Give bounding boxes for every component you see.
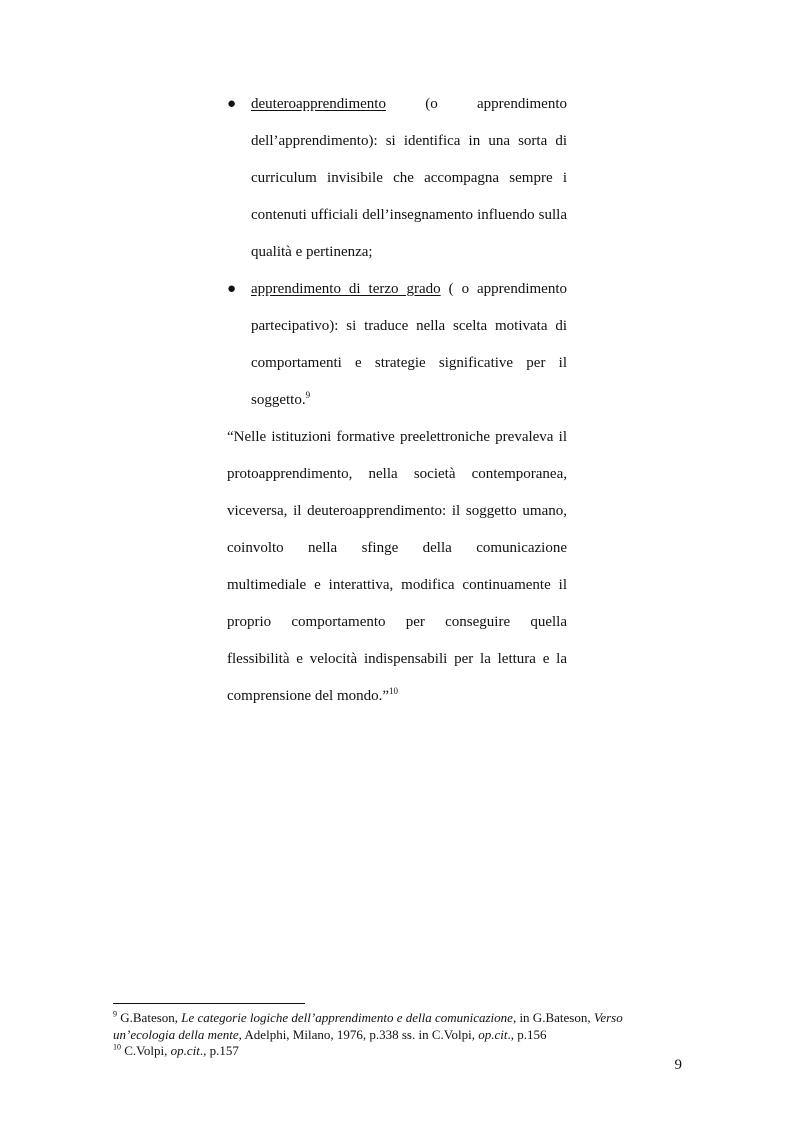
footnote-text: ., p.156	[507, 1026, 547, 1042]
footnote-9	[113, 1010, 653, 1043]
bullet-icon: ●	[227, 96, 237, 112]
quote-paragraph	[227, 419, 567, 715]
footnote-10	[113, 1043, 653, 1060]
bullet-text: (o apprendimento dell’apprendimento): si identifica in una sorta di curriculum invisibile che accompagna sempre i contenuti ufficiali dell’insegnamento influendo sulla qualità e pertinenza;	[251, 96, 567, 260]
footnote-separator	[113, 1003, 305, 1004]
footnote-title: Le categorie logiche dell’apprendimento e della comunicazione	[181, 1010, 513, 1025]
footnote-text: , Adelphi, Milano, 1976, p.338 ss. in C.Volpi,	[238, 1026, 479, 1042]
footnote-title: Verso un’ecologia della mente	[113, 1010, 623, 1042]
quote-text: “Nelle istituzioni formative preelettroniche prevaleva il protoapprendimento, nella società contemporanea, viceversa, il deuteroapprendimento: il soggetto umano, coinvolto nella sfinge della comunicazione multimediale e interattiva, modifica continuamente il proprio comportamento per conseguire quella flessibilità e velocità indispensabili per la lettura e la comprensione del mondo.”	[227, 429, 567, 704]
bullet-item-deuteroapprendimento	[227, 86, 567, 271]
bullet-term: deuteroapprendimento	[251, 96, 386, 112]
footnote-text: ., p.157	[199, 1043, 239, 1058]
bullet-icon: ●	[227, 281, 237, 297]
footnote-title: op.cit	[478, 1026, 508, 1042]
footnote-number: 9	[113, 1009, 117, 1019]
page-number: 9	[674, 1057, 682, 1073]
main-text	[227, 86, 567, 715]
bullet-text: ( o apprendimento partecipativo): si traduce nella scelta motivata di comportamenti e strategie significative per il soggetto.	[251, 281, 567, 408]
bullet-item-terzo-grado	[227, 271, 567, 419]
footnote-text: , in G.Bateson,	[512, 1010, 594, 1025]
footnote-number: 10	[113, 1042, 121, 1052]
footnote-text: C.Volpi,	[121, 1043, 171, 1058]
footnotes	[113, 1010, 653, 1060]
footnote-ref-9: 9	[305, 390, 311, 400]
bullet-term: apprendimento di terzo grado	[251, 281, 441, 297]
footnote-title: op.cit	[170, 1043, 200, 1058]
footnote-ref-10: 10	[389, 686, 399, 696]
footnote-text: G.Bateson,	[117, 1010, 182, 1025]
